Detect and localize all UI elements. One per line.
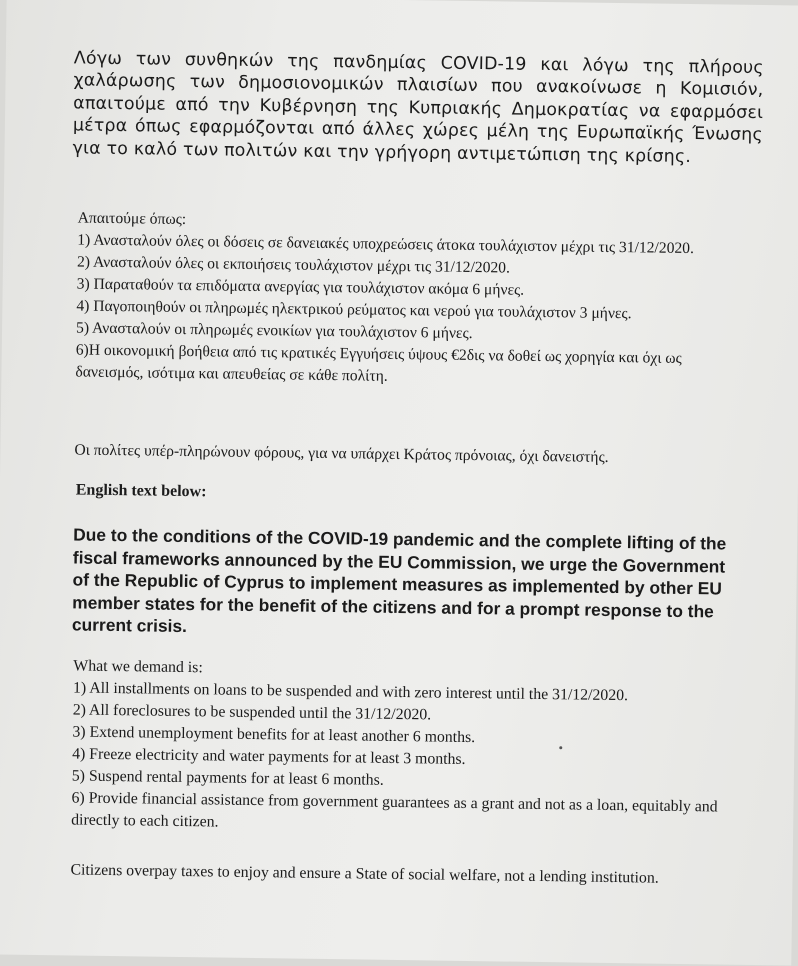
greek-demand-item: 6)Η οικονομική βοήθεια από τις κρατικές Εγγυήσεις ύψους €2δις να δοθεί ως χορηγία και όχι ως δανεισμός, ισότιμα και απευθείας σε κάθε πολίτη. [75,341,682,385]
greek-demand-item: 3) Παραταθούν τα επιδόματα ανεργίας για τουλάχιστον ακόμα 6 μήνες. [76,275,525,299]
english-demands [71,655,733,840]
greek-closing: Οι πολίτες υπέρ-πληρώνουν φόρους, για να υπάρχει Κράτος πρόνοιας, όχι δανειστής. [74,441,609,466]
greek-demand-item: 4) Παγοποιηθούν οι πληρωμές ηλεκτρικού ρεύματος και νερού για τουλάχιστον 3 μήνες. [76,297,632,323]
greek-demand-item: 5) Ανασταλούν οι πληρωμές ενοικίων για τουλάχιστον 6 μήνες. [75,319,473,342]
english-demand-item: 1) All installments on loans to be suspended and with zero interest until the 31/12/2020. [72,679,629,705]
greek-demands [75,207,717,392]
greek-demand-item: 2) Ανασταλούν όλες οι εκποιήσεις τουλάχιστον μέχρι τις 31/12/2020. [76,253,511,277]
english-heading: Due to the conditions of the COVID-19 pandemic and the complete lifting of the fiscal frameworks announced by the EU Commission, we urge the Government of the Republic of Cyprus to implement measures as implemented by other EU member states for the benefit of the citizens and for a prompt response to the current crisis. [71,524,727,637]
greek-heading: Λόγω των συνθηκών της πανδημίας COVID-19 και λόγω της πλήρους χαλάρωσης των δημοσιονομικών πλαισίων που ανακοίνωσε η Κομισιόν, απαιτούμε από την Κυβέρνηση της Κυπριακής Δημοκρατίας να εφαρμόσει μέτρα όπως εφαρμόζονται από άλλες χώρες μέλη της Ευρωπαϊκής Ένωσης για το καλό των πολιτών και την γρήγορη αντιμετώπιση της κρίσης. [72,48,764,167]
english-demand-item: 4) Freeze electricity and water payments for at least 3 months. [72,745,466,768]
english-label: English text below: [75,481,207,501]
english-demands-intro: What we demand is: [73,657,203,677]
english-demand-item: 5) Suspend rental payments for at least 6 months. [71,767,384,789]
greek-demands-intro: Απαιτούμε όπως: [77,209,187,228]
english-closing: Citizens overpay taxes to enjoy and ensure a State of social welfare, not a lending institution. [70,861,659,887]
greek-demand-item: 1) Ανασταλούν όλες οι δόσεις σε δανειακές υποχρεώσεις άτοκα τουλάχιστον μέχρι τις 31/12/2020. [77,231,695,258]
english-demand-item: 3) Extend unemployment benefits for at least another 6 months. [72,723,476,747]
english-demand-item: 2) All foreclosures to be suspended until the 31/12/2020. [72,701,432,724]
paper-speck [559,746,562,749]
english-demand-item: 6) Provide financial assistance from government guarantees as a grant and not as a loan, equitably and directly to each citizen. [71,789,718,831]
